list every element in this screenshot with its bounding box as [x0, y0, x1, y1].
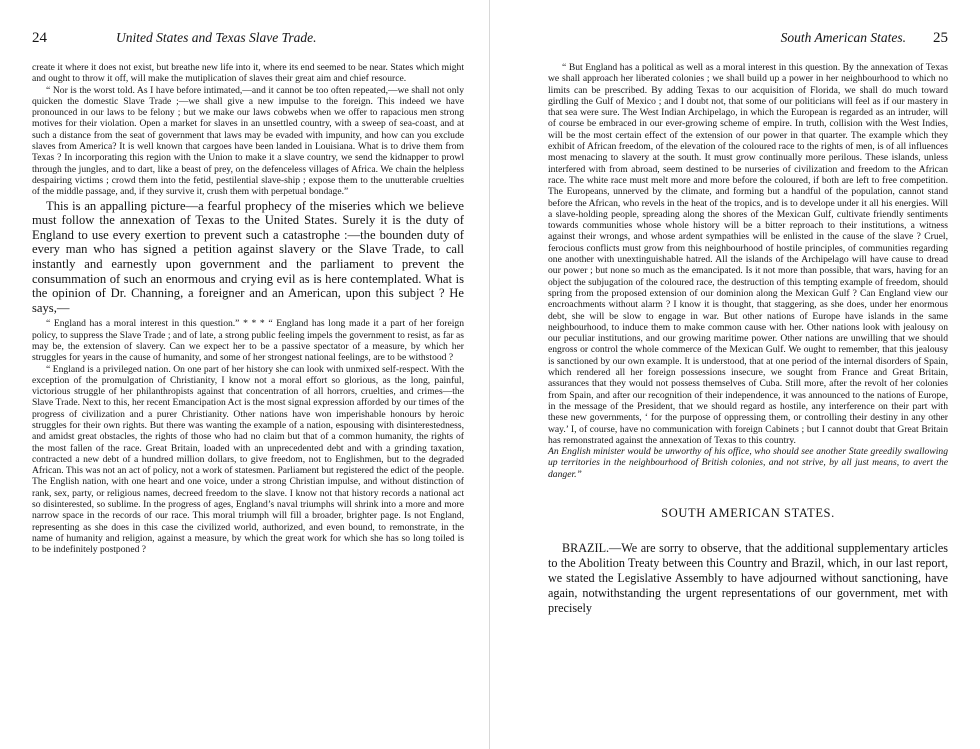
left-paragraph-1: create it where it does not exist, but breathe new life into it, where its end seemed to be near. States which might and ought to throw it off, will make the mutiplication of slaves their great aim and chief resource. [32, 62, 464, 85]
right-paragraph-1: “ But England has a political as well as a moral interest in this question. By the annexation of Texas we shall approach her liberated colonies ; we shall build up a power in her neighbourhood to which no limits can be prescribed. By adding Texas to our acquisition of Florida, we shall do much toward girdling the Gulf of Mexico ; and I doubt not, that some of our politicians will feel as if our mastery in that sea were sure. The West Indian Archipelago, in which the European is regarded as an intruder, will of course be embraced in our ever-growing scheme of empire. In truth, collision with the West Indies, will be the most certain effect of the extension of our power in that quarter. The example which they exhibit of African freedom, of the elevation of the coloured race to the rights of men, is of all influences most menacing to slavery at the south. It must grow continually more perilous. These islands, unless interfered with from abroad, seem destined to be nurseries of civilization and freedom to the African race. The white race must melt more and more before the coloured, if both are left to free competition. The Europeans, unnerved by the climate, and forming but a handful of the population, cannot stand before the African, who revels in the heat of the tropics, and is to develope under it all his energies. Will a slave-holding people, spreading along the shores of the Mexican Gulf, cultivate friendly sentiments towards communities whose whole history will be a bitter reproach to their institutions, a witness against their wrongs, and whose ardent sympathies will be enlisted in the cause of the slave ? Cruel, ferocious conflicts must grow from this neighbourhood of hostile principles, of communities regarding one another with unextinguishable hatred. All the islands of the Archipelago will have cause to dread our power ; but none so much as the emancipated. Is it not more than possible, that wars, having for an object the subjugation of the coloured race, the destruction of this tempting example of freedom, should spring from the proposed extension of our dominion along the Mexican Gulf ? Can England view our encroachments without alarm ? I know it is thought, that staggering, as she does, under her enormous debt, she will be slow to engage in war. But other nations of Europe have islands in the same neighbourhood, to induce them to make common cause with her. Other nations look with jealousy on our peculiar institutions, and our growing maritime power. Other nations are unwilling that we should engross or control the whole commerce of the Mexican Gulf. We ought to remember, that this jealousy is sanctioned by our own example. It is understood, that at one period of the internal disorders of Spain, which rendered all her foreign possessions insecure, we sought from France and Great Britain, assurances that they would not possess themselves of Cuba. Still more, after the revolt of her colonies from Spain, and after our recognition of their independence, it was announced to the nations of Europe, in the message of the President, that we should regard as hostile, any interference on their part with these new governments, ‘ for the purpose of oppressing them, or controlling their destiny in any other way.’ I, of course, have no communication with foreign Cabinets ; but I cannot doubt that Great Britain has remonstrated against the annexation of Texas to this country. [548, 62, 948, 446]
right-running-title: South American States. [780, 30, 906, 45]
right-running-head [548, 30, 948, 48]
left-paragraph-2: “ Nor is the worst told. As I have before intimated,—and it cannot be too often repeated,—we shall not only quicken the domestic Slave Trade ;—we shall give a new impulse to the foreign. This indeed we have pronounced in our laws to be felony ; but we make our laws cobwebs when we offer to rapacious men strong motives for their violation. Open a market for slaves in an unsettled country, with a sweep of sea-coast, and at such a distance from the seat of government that laws may be evaded with impunity, and how can you exclude slaves from America? It is well known that cargoes have been landed in Louisiana. What is to drive them from Texas ? In incorporating this region with the Union to make it a slave country, we send the kidnapper to prowl through the jungles, and to dart, like a beast of prey, on the defenceless villages of Africa. We chain the helpless despairing victims ; crowd them into the fetid, pestilential slave-ship ; expose them to the unutterable cruelties of the middle passage, and, if they survive it, crush them with perpetual bondage.” [32, 84, 464, 198]
left-paragraph-4: “ England has a moral interest in this question.” * * * “ England has long made it a part of her foreign policy, to suppress the Slave Trade ; and of late, a strong public feeling impels the government to resist, as far as may be, the extension of slavery. Can we expect her to be a passive spectator of a measure, by which her struggles for years in the cause of humanity, and some of her strongest national feelings, are to be withstood ? [32, 318, 464, 364]
right-paragraph-2: An English minister would be unworthy of his office, who should see another State greedily swallowing up territories in the neighbourhood of British colonies, and not strive, by all just means, to avert the danger.” [548, 446, 948, 480]
right-page [490, 0, 980, 749]
left-page-number: 24 [32, 30, 47, 46]
left-running-title: United States and Texas Slave Trade. [116, 30, 317, 45]
right-page-number: 25 [933, 30, 948, 46]
brazil-paragraph: BRAZIL.—We are sorry to observe, that the additional supplementary articles to the Abolition Treaty between this Country and Brazil, which, in our last report, we stated the Legislative Assembly to have adjourned without sanctioning, have again, notwithstanding the urgent representations of our government, met with precisely [548, 540, 948, 615]
left-paragraph-5: “ England is a privileged nation. On one part of her history she can look with unmixed self-respect. With the exception of the promulgation of Christianity, I know not a moral effort so glorious, as the long, painful, victorious struggle of her philanthropists against that concentration of all horrors, cruelties, and crimes—the Slave Trade. Next to this, her recent Emancipation Act is the most signal expression afforded by our times of the progress of civilization and a purer Christianity. Other nations have won imperishable honours by heroic struggles for their own rights. But there was wanting the example of a nation, espousing with disinterestedness, and amidst great obstacles, the rights of those who had no claim but that of a common humanity, the rights of the most fallen of the race. Great Britain, loaded with an unprecedented debt and with a grinding taxation, contracted a new debt of a hundred million dollars, to give freedom, not to Englishmen, but to the degraded African. This was not an act of policy, not a work of statesmen. Parliament but registered the edict of the people. The English nation, with one heart and one voice, under a strong Christian impulse, and without distinction of rank, sex, party, or religious names, decreed freedom to the slave. I know not that history records a national act so disinterested, so sublime. In the progress of ages, England’s naval triumphs will shrink into a more and more narrow space in the records of our race. This moral triumph will fill a broader, brighter page. Is not England, representing as she does in this case the civilized world, authorized, and even bound, to remonstrate, in the name of humanity and religion, against a measure, by which the great work for which she has so long toiled is to be indefinitely postponed ? [32, 363, 464, 556]
section-heading: SOUTH AMERICAN STATES. [661, 505, 835, 520]
left-running-head [32, 30, 464, 48]
left-paragraph-3: This is an appalling picture—a fearful prophecy of the miseries which we believe must follow the annexation of Texas to the United States. Surely it is the duty of England to use every exertion to prevent such a catastrophe :—the bounden duty of every man who has signed a petition against slavery or the Slave Trade, to call instantly and earnestly upon government and the parliament to prevent the consummation of such an enormous and crying evil as is here contemplated. What is the opinion of Dr. Channing, a foreigner and an American, upon this subject ? He says,— [32, 198, 464, 315]
